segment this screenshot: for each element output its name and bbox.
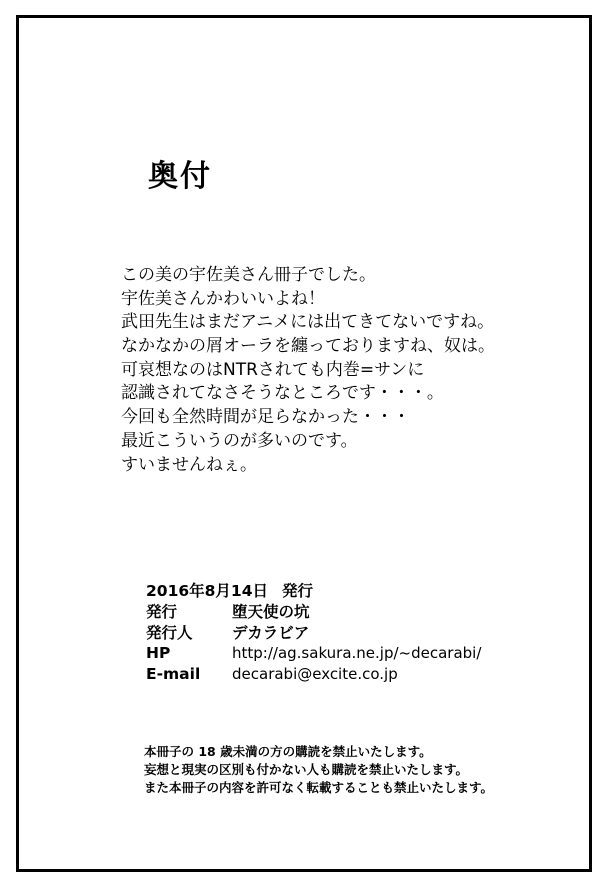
afterword-message — [121, 264, 495, 477]
message-line: なかなかの屑オーラを纏っておりますね、奴は。 — [121, 336, 495, 357]
colophon-label: HP — [146, 644, 171, 662]
notice-line: 本冊子の 18 歳未満の方の購読を禁止いたします。 — [144, 744, 432, 759]
colophon — [146, 602, 481, 684]
email-address: decarabi@excite.co.jp — [232, 664, 398, 683]
publication-date-line — [146, 581, 313, 601]
message-line: 今回も全然時間が足らなかった・・・ — [121, 407, 410, 428]
homepage-url: http://ag.sakura.ne.jp/~decarabi/ — [232, 644, 482, 662]
message-line: 可哀想なのはNTRされても内巻=サンに — [121, 359, 425, 380]
legal-notices — [144, 743, 493, 797]
colophon-row-publisher — [146, 602, 481, 623]
colophon-row-homepage — [146, 643, 481, 664]
notice-line: 妄想と現実の区別も付かない人も購読を禁止いたします。 — [144, 762, 469, 777]
colophon-row-email — [146, 664, 481, 685]
message-line: 武田先生はまだアニメには出てきてないですね。 — [121, 312, 495, 333]
message-line: すいませんねぇ。 — [121, 454, 257, 475]
colophon-value: 堕天使の坑 — [232, 603, 310, 621]
notice-line: また本冊子の内容を許可なく転載することも禁止いたします。 — [144, 780, 494, 795]
colophon-value: デカラビア — [232, 623, 310, 642]
colophon-row-issuer — [146, 623, 481, 644]
publication-date: 2016年8月14日 — [146, 582, 268, 600]
page-title: 奥付 — [148, 159, 212, 194]
message-line: 最近こういうのが多いのです。 — [121, 430, 358, 451]
colophon-label: E-mail — [146, 664, 201, 683]
message-line: 認識されてなさそうなところです・・・。 — [121, 383, 444, 404]
publication-date-suffix: 発行 — [282, 582, 314, 600]
message-line: 宇佐美さんかわいいよね！ — [121, 288, 325, 309]
colophon-label: 発行人 — [146, 623, 193, 642]
message-line: この美の宇佐美さん冊子でした。 — [121, 265, 376, 285]
colophon-label: 発行 — [146, 603, 178, 621]
